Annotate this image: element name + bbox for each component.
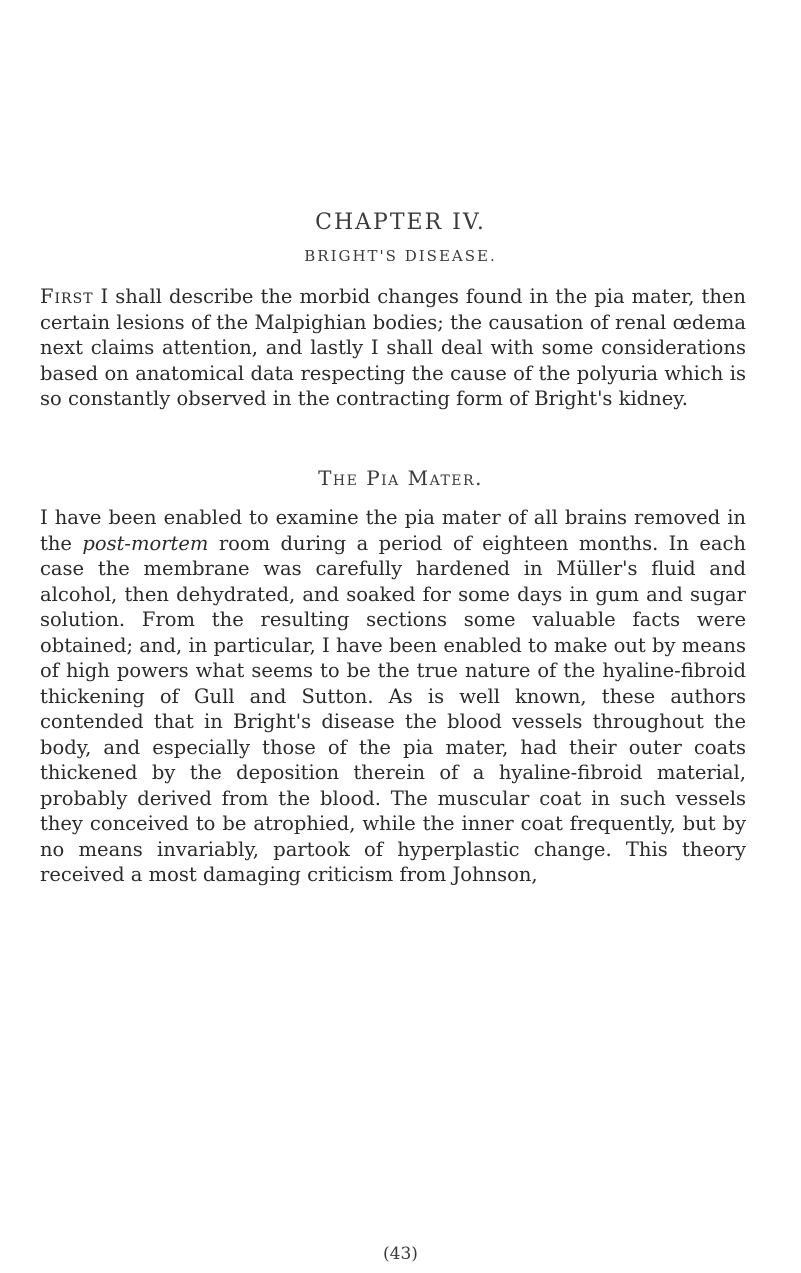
section-italic-term: post-mortem bbox=[82, 531, 209, 555]
section-paragraph bbox=[40, 505, 746, 888]
section-text-after: room during a period of eighteen months. In each case the membrane was carefully hardened in Müller's fluid and alcohol, then dehydrated, and soaked for some days in gum and sugar solution. From the resulting sections some valuable facts were obtained; and, in particular, I have been enabled to make out by means of high powers what seems to be the true nature of the hyaline-fibroid thickening of Gull and Sutton. As is well known, these authors contended that in Bright's disease the blood vessels throughout the body, and especially those of the pia mater, had their outer coats thickened by the deposition therein of a hyaline-fibroid material, probably derived from the blood. The muscular coat in such vessels they conceived to be atrophied, while the inner coat frequently, but by no means invariably, partook of hyperplastic change. This theory received a most damaging criticism from Johnson, bbox=[40, 531, 746, 886]
intro-text: I shall describe the morbid changes found in the pia mater, then certain lesions of the Malpighian bodies; the causation of renal œdema next claims attention, and lastly I shall deal with some considerations based on anatomical data respecting the cause of the polyuria which is so constantly observed in the contracting form of Bright's kidney. bbox=[40, 285, 746, 410]
section-text-before: I have been enabled to examine the pia mater of all brains removed in the bbox=[40, 506, 746, 555]
intro-lead-word: First bbox=[40, 285, 94, 308]
page-number: (43) bbox=[383, 1244, 418, 1264]
section-heading: The Pia Mater. bbox=[318, 466, 483, 490]
chapter-subtitle: BRIGHT'S DISEASE. bbox=[304, 247, 497, 265]
chapter-title: CHAPTER IV. bbox=[315, 210, 486, 235]
intro-paragraph bbox=[40, 284, 746, 412]
